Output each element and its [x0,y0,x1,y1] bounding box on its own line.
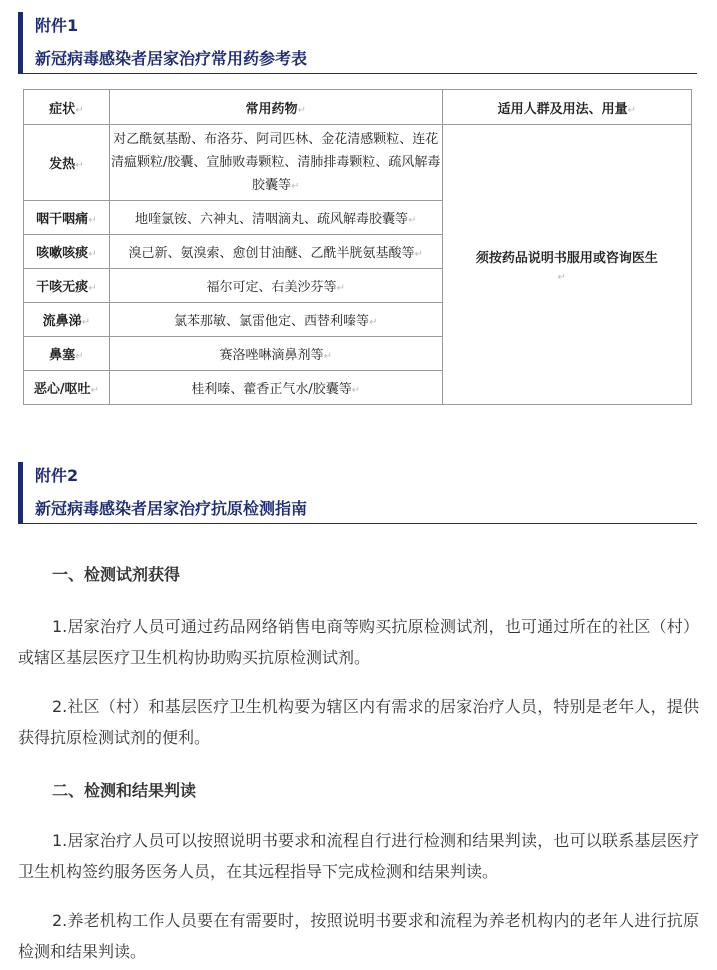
paragraph: 2.社区（村）和基层医疗卫生机构要为辖区内有需求的居家治疗人员，特别是老年人，提供获得抗原检测试剂的便利。 [18,697,699,747]
header-usage: 适用人群及用法、用量↵ [442,90,691,125]
medicines-cell: 地喹氯铵、六神丸、清咽滴丸、疏风解毒胶囊等↵ [109,201,442,235]
paragraph: 1.居家治疗人员可以按照说明书要求和流程自行进行检测和结果判读，也可以联系基层医疗卫生机构签约服务医务人员，在其远程指导下完成检测和结果判读。 [18,831,699,881]
annex1-header [18,12,697,74]
annex2-header [18,462,697,524]
symptom-cell: 发热↵ [24,125,110,201]
medicines-cell: 福尔可定、右美沙芬等↵ [109,269,442,303]
section-heading: 一、检测试剂获得 [52,565,181,584]
annex2-title: 新冠病毒感染者居家治疗抗原检测指南 [35,499,308,518]
symptom-cell: 咽干咽痛↵ [24,201,110,235]
medicines-cell: 桂利嗪、藿香正气水/胶囊等↵ [109,371,442,405]
usage-text: 须按药品说明书服用或咨询医生 [475,250,658,266]
symptom-cell: 恶心/呕吐↵ [24,371,110,405]
symptom-cell: 流鼻涕↵ [24,303,110,337]
paragraph-mark: ↵ [557,271,567,283]
section-heading: 二、检测和结果判读 [52,781,197,800]
paragraph: 1.居家治疗人员可通过药品网络销售电商等购买抗原检测试剂，也可通过所在的社区（村）或辖区基层医疗卫生机构协助购买抗原检测试剂。 [18,617,699,667]
annex1-number: 附件1 [35,16,79,35]
table-row [24,125,692,201]
symptom-cell: 干咳无痰↵ [24,269,110,303]
medicines-cell: 溴己新、氨溴索、愈创甘油醚、乙酰半胱氨基酸等↵ [109,235,442,269]
symptom-cell: 鼻塞↵ [24,337,110,371]
header-symptom: 症状↵ [24,90,110,125]
medicines-cell: 赛洛唑啉滴鼻剂等↵ [109,337,442,371]
header-medicines: 常用药物↵ [109,90,442,125]
annex1-title: 新冠病毒感染者居家治疗常用药参考表 [35,49,308,68]
table-header-row [24,90,692,125]
medicines-cell: 氯苯那敏、氯雷他定、西替利嗪等↵ [109,303,442,337]
annex2-number: 附件2 [35,466,79,485]
usage-cell [442,125,691,405]
paragraph: 2.养老机构工作人员要在有需要时，按照说明书要求和流程为养老机构内的老年人进行抗原检测和结果判读。 [18,911,699,961]
medicines-cell: 对乙酰氨基酚、布洛芬、阿司匹林、金花清感颗粒、连花清瘟颗粒/胶囊、宣肺败毒颗粒、清肺排毒颗粒、疏风解毒胶囊等↵ [109,125,442,201]
medicine-table [23,89,692,405]
symptom-cell: 咳嗽咳痰↵ [24,235,110,269]
